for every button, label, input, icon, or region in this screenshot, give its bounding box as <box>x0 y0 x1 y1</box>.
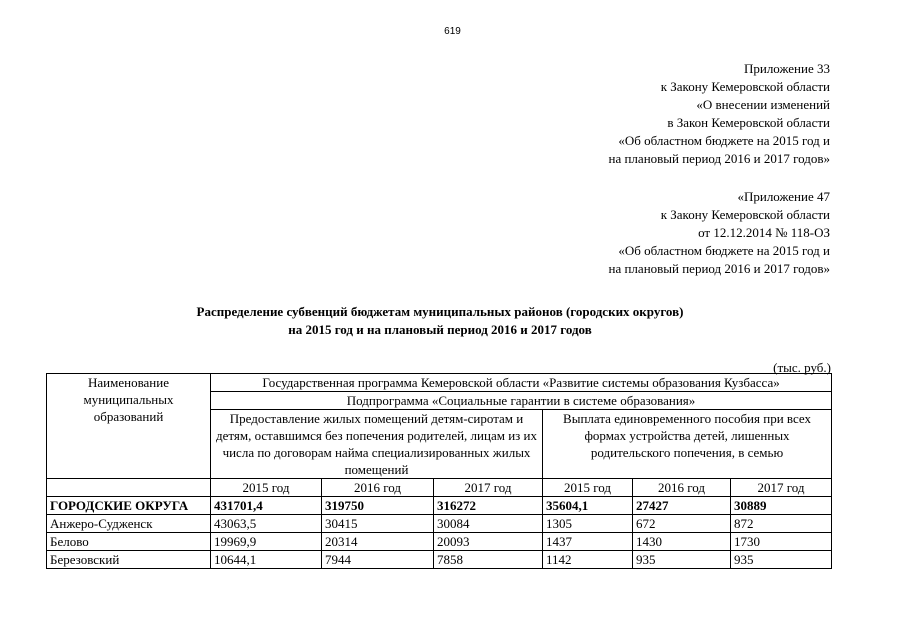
appendix-line: к Закону Кемеровской области <box>660 207 830 222</box>
appendix-line: от 12.12.2014 № 118-ОЗ <box>698 225 830 240</box>
document-title <box>0 303 880 339</box>
cell: 43063,5 <box>211 515 322 533</box>
cell: 1437 <box>543 533 633 551</box>
cell: 30084 <box>434 515 543 533</box>
appendix-line: «Приложение 47 <box>737 189 830 204</box>
cell: 7858 <box>434 551 543 569</box>
group-housing-header: Предоставление жилых помещений детям-сиротам и детям, оставшимся без попечения родителей, лицам из их числа по договорам найма специализированных жилых помещений <box>211 410 543 479</box>
appendix-line: Приложение 33 <box>743 61 830 76</box>
year-header: 2015 год <box>211 479 322 497</box>
cell: 19969,9 <box>211 533 322 551</box>
appendix-line: в Закон Кемеровской области <box>667 115 830 130</box>
cell: 935 <box>731 551 832 569</box>
appendix-line: «Об областном бюджете на 2015 год и <box>618 133 830 148</box>
year-header: 2016 год <box>322 479 434 497</box>
cell: 27427 <box>633 497 731 515</box>
table-row <box>47 551 832 569</box>
table-row <box>47 515 832 533</box>
row-name: Анжеро-Судженск <box>47 515 211 533</box>
appendix-line: на плановый период 2016 и 2017 годов» <box>608 151 830 166</box>
year-header: 2016 год <box>633 479 731 497</box>
subvention-table <box>46 373 832 569</box>
appendix-line: «Об областном бюджете на 2015 год и <box>618 243 830 258</box>
page-number: 619 <box>444 26 461 37</box>
year-header: 2015 год <box>543 479 633 497</box>
row-name: Белово <box>47 533 211 551</box>
year-header: 2017 год <box>434 479 543 497</box>
row-name: ГОРОДСКИЕ ОКРУГА <box>47 497 211 515</box>
cell: 20314 <box>322 533 434 551</box>
cell: 431701,4 <box>211 497 322 515</box>
row-name: Березовский <box>47 551 211 569</box>
appendix-line: к Закону Кемеровской области <box>660 79 830 94</box>
cell: 872 <box>731 515 832 533</box>
table-row <box>47 533 832 551</box>
year-header: 2017 год <box>731 479 832 497</box>
cell: 30415 <box>322 515 434 533</box>
cell: 316272 <box>434 497 543 515</box>
cell: 1430 <box>633 533 731 551</box>
cell: 1142 <box>543 551 633 569</box>
cell: 319750 <box>322 497 434 515</box>
cell: 30889 <box>731 497 832 515</box>
year-header-blank <box>47 479 211 497</box>
appendix-line: «О внесении изменений <box>696 97 830 112</box>
appendix-line: на плановый период 2016 и 2017 годов» <box>608 261 830 276</box>
cell: 10644,1 <box>211 551 322 569</box>
cell: 672 <box>633 515 731 533</box>
cell: 1730 <box>731 533 832 551</box>
title-line-1: Распределение субвенций бюджетам муниципальных районов (городских округов) <box>196 304 684 319</box>
units-label: (тыс. руб.) <box>773 360 831 375</box>
cell: 35604,1 <box>543 497 633 515</box>
appendix-47-header <box>609 188 831 278</box>
cell: 20093 <box>434 533 543 551</box>
program-header: Государственная программа Кемеровской области «Развитие системы образования Кузбасса» <box>211 374 832 392</box>
cell: 7944 <box>322 551 434 569</box>
subprogram-header: Подпрограмма «Социальные гарантии в системе образования» <box>211 392 832 410</box>
appendix-33-header <box>609 60 831 168</box>
cell: 1305 <box>543 515 633 533</box>
column-header-name: Наименование муниципальных образований <box>47 374 211 479</box>
table-row <box>47 497 832 515</box>
group-allowance-header: Выплата единовременного пособия при всех формах устройства детей, лишенных родительского попечения, в семью <box>543 410 832 479</box>
cell: 935 <box>633 551 731 569</box>
title-line-2: на 2015 год и на плановый период 2016 и 2017 годов <box>288 322 592 337</box>
